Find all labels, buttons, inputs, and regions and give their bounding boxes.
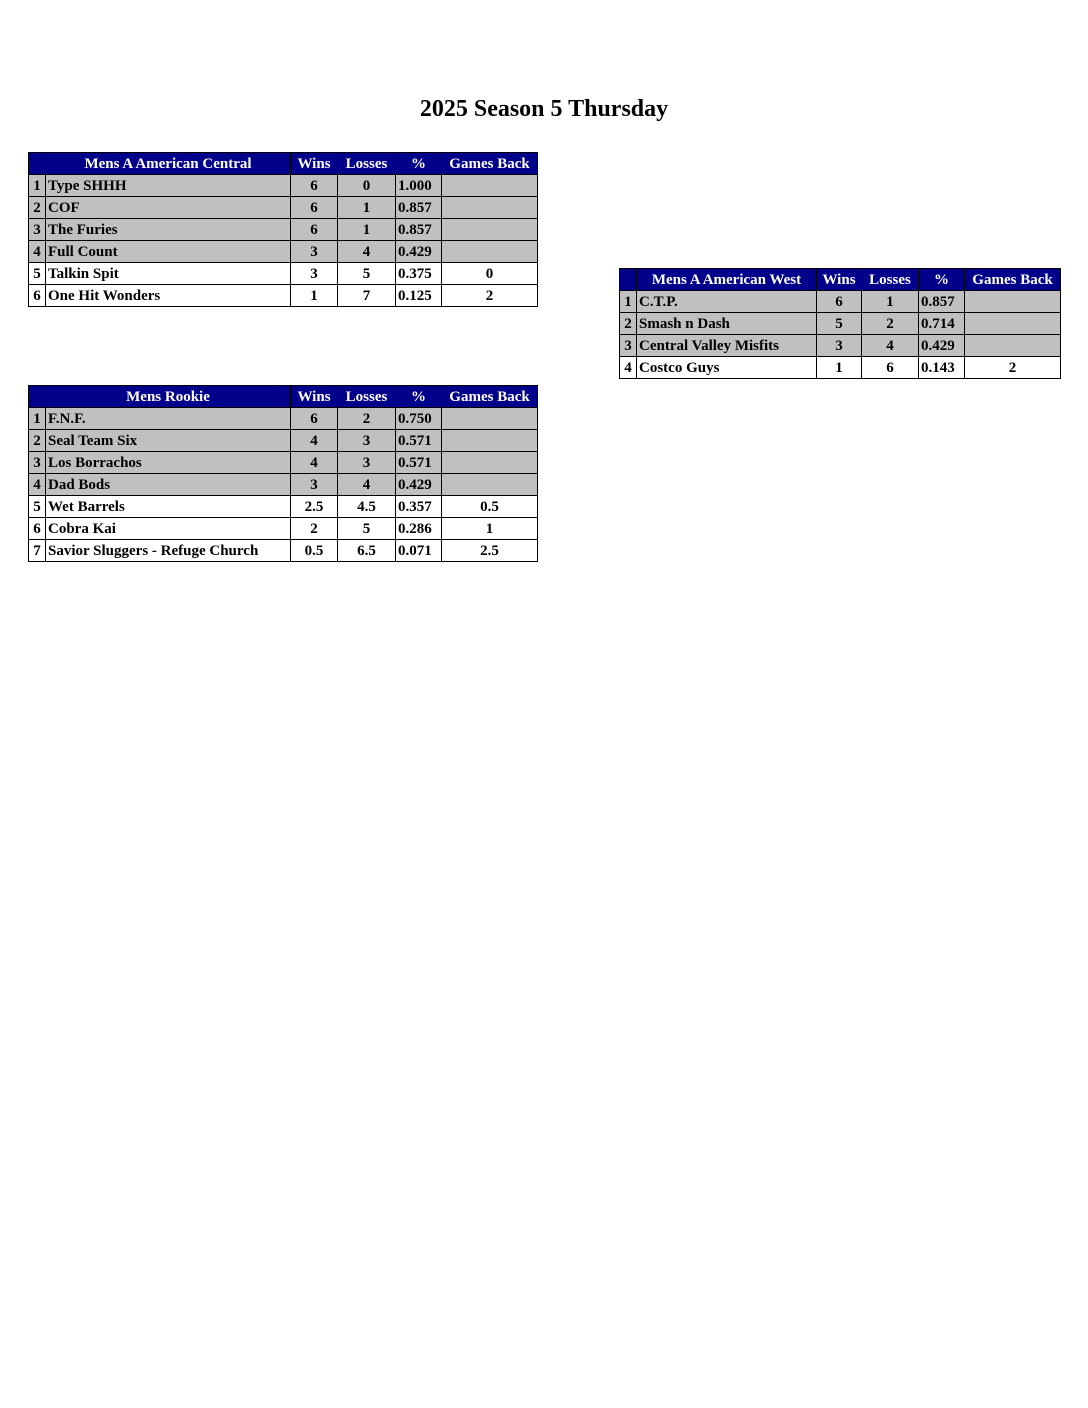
table-header-row [29,386,538,408]
team-name-cell: COF [46,197,291,219]
table-row [29,540,538,562]
rank-cell: 6 [29,518,46,540]
pct-cell: 1.000 [396,175,442,197]
rank-header [620,269,637,291]
team-name-cell: Type SHHH [46,175,291,197]
losses-header: Losses [338,386,396,408]
wins-cell: 6 [817,291,862,313]
table-body [29,175,538,307]
losses-cell: 4 [338,474,396,496]
games-back-cell [965,335,1061,357]
rank-cell: 7 [29,540,46,562]
wins-cell: 6 [291,197,338,219]
team-name-cell: Smash n Dash [637,313,817,335]
rank-cell: 4 [29,241,46,263]
pct-cell: 0.286 [396,518,442,540]
rank-cell: 1 [620,291,637,313]
rank-cell: 4 [620,357,637,379]
rank-header [29,153,46,175]
rank-cell: 1 [29,408,46,430]
losses-cell: 7 [338,285,396,307]
pct-cell: 0.714 [919,313,965,335]
table-header-row [29,153,538,175]
wins-cell: 4 [291,430,338,452]
division-header: Mens A American West [637,269,817,291]
losses-cell: 1 [862,291,919,313]
games-back-cell [965,313,1061,335]
table-row [29,285,538,307]
games-back-cell [442,452,538,474]
standings-table-central [28,152,538,307]
rank-cell: 2 [29,197,46,219]
rank-cell: 6 [29,285,46,307]
games-back-cell [442,430,538,452]
wins-cell: 6 [291,175,338,197]
team-name-cell: One Hit Wonders [46,285,291,307]
table-row [29,474,538,496]
wins-cell: 1 [291,285,338,307]
games-back-cell: 0 [442,263,538,285]
losses-cell: 5 [338,263,396,285]
wins-cell: 4 [291,452,338,474]
rank-cell: 3 [620,335,637,357]
losses-header: Losses [862,269,919,291]
wins-cell: 1 [817,357,862,379]
pct-header: % [396,386,442,408]
losses-cell: 4 [338,241,396,263]
losses-cell: 0 [338,175,396,197]
table-row [620,313,1061,335]
pct-cell: 0.571 [396,452,442,474]
pct-cell: 0.429 [396,474,442,496]
table-row [29,452,538,474]
games-back-cell [965,291,1061,313]
games-back-cell: 2.5 [442,540,538,562]
division-header: Mens Rookie [46,386,291,408]
games-back-cell [442,197,538,219]
games-back-cell: 0.5 [442,496,538,518]
rank-cell: 1 [29,175,46,197]
games-back-cell [442,474,538,496]
team-name-cell: The Furies [46,219,291,241]
rank-cell: 2 [620,313,637,335]
rank-header [29,386,46,408]
team-name-cell: Dad Bods [46,474,291,496]
rank-cell: 2 [29,430,46,452]
table-row [29,197,538,219]
table-row [29,496,538,518]
losses-cell: 5 [338,518,396,540]
wins-cell: 6 [291,408,338,430]
losses-cell: 3 [338,430,396,452]
losses-cell: 4 [862,335,919,357]
games-back-cell: 2 [442,285,538,307]
table-body [620,291,1061,379]
losses-cell: 6 [862,357,919,379]
pct-cell: 0.429 [396,241,442,263]
games-back-cell: 1 [442,518,538,540]
table-row [29,175,538,197]
losses-cell: 1 [338,219,396,241]
losses-cell: 6.5 [338,540,396,562]
wins-cell: 6 [291,219,338,241]
rank-cell: 4 [29,474,46,496]
rank-cell: 3 [29,452,46,474]
table-row [29,263,538,285]
division-header: Mens A American Central [46,153,291,175]
table-row [620,291,1061,313]
table-row [620,335,1061,357]
pct-cell: 0.857 [396,197,442,219]
wins-header: Wins [291,386,338,408]
pct-cell: 0.750 [396,408,442,430]
team-name-cell: Los Borrachos [46,452,291,474]
table-row [29,241,538,263]
wins-header: Wins [817,269,862,291]
wins-header: Wins [291,153,338,175]
pct-header: % [396,153,442,175]
table-row [29,518,538,540]
pct-cell: 0.143 [919,357,965,379]
page-title: 2025 Season 5 Thursday [419,96,669,122]
losses-cell: 2 [338,408,396,430]
table-row [29,408,538,430]
losses-cell: 1 [338,197,396,219]
rank-cell: 5 [29,263,46,285]
losses-cell: 3 [338,452,396,474]
pct-cell: 0.429 [919,335,965,357]
wins-cell: 2.5 [291,496,338,518]
team-name-cell: C.T.P. [637,291,817,313]
games-back-header: Games Back [442,153,538,175]
pct-cell: 0.125 [396,285,442,307]
rank-cell: 3 [29,219,46,241]
wins-cell: 3 [291,474,338,496]
wins-cell: 3 [291,241,338,263]
pct-cell: 0.857 [919,291,965,313]
team-name-cell: Full Count [46,241,291,263]
table-row [620,357,1061,379]
games-back-cell [442,219,538,241]
pct-header: % [919,269,965,291]
team-name-cell: Cobra Kai [46,518,291,540]
losses-cell: 4.5 [338,496,396,518]
wins-cell: 3 [817,335,862,357]
team-name-cell: F.N.F. [46,408,291,430]
games-back-cell [442,241,538,263]
games-back-cell: 2 [965,357,1061,379]
pct-cell: 0.071 [396,540,442,562]
pct-cell: 0.857 [396,219,442,241]
rank-cell: 5 [29,496,46,518]
table-header-row [620,269,1061,291]
table-row [29,219,538,241]
games-back-cell [442,408,538,430]
wins-cell: 0.5 [291,540,338,562]
games-back-header: Games Back [965,269,1061,291]
pct-cell: 0.571 [396,430,442,452]
table-row [29,430,538,452]
team-name-cell: Seal Team Six [46,430,291,452]
pct-cell: 0.375 [396,263,442,285]
wins-cell: 5 [817,313,862,335]
wins-cell: 2 [291,518,338,540]
team-name-cell: Costco Guys [637,357,817,379]
standings-table-rookie [28,385,538,562]
team-name-cell: Wet Barrels [46,496,291,518]
standings-table-west [619,268,1061,379]
team-name-cell: Talkin Spit [46,263,291,285]
losses-cell: 2 [862,313,919,335]
pct-cell: 0.357 [396,496,442,518]
table-body [29,408,538,562]
losses-header: Losses [338,153,396,175]
games-back-cell [442,175,538,197]
team-name-cell: Central Valley Misfits [637,335,817,357]
team-name-cell: Savior Sluggers - Refuge Church [46,540,291,562]
games-back-header: Games Back [442,386,538,408]
wins-cell: 3 [291,263,338,285]
